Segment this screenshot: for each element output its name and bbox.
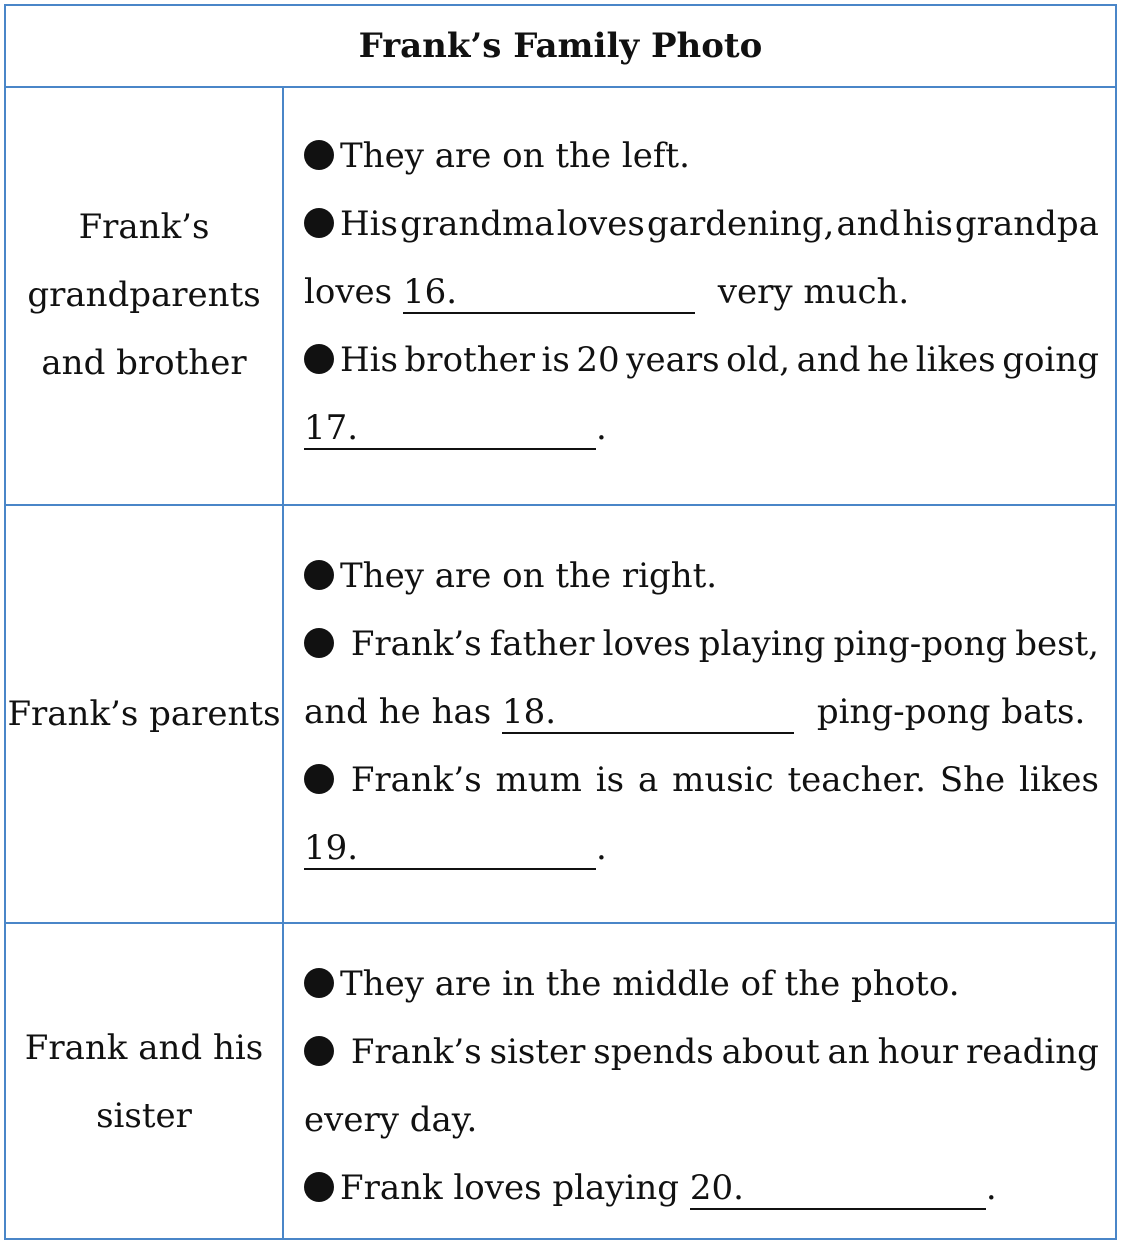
row-label: [6, 86, 284, 504]
sentence-continuation: every day.: [304, 1100, 478, 1140]
bullet-icon: [304, 764, 334, 794]
label-line: Frank’s parents: [7, 694, 281, 734]
row-content: [284, 86, 1115, 504]
bullet-icon: [304, 208, 334, 238]
sentence: Frank loves playing 20. .: [304, 1154, 1099, 1222]
label-line: Frank and his: [24, 1028, 264, 1068]
answer-blank-19[interactable]: 19.: [304, 828, 596, 870]
sentence: His grandma loves gardening, and his grandpa: [304, 190, 1099, 258]
sentence: Frank’s mum is a music teacher. She likes: [304, 746, 1099, 814]
row-content: [284, 924, 1115, 1240]
sentence: His brother is 20 years old, and he likes going: [304, 326, 1099, 394]
family-photo-table: [4, 4, 1117, 1240]
row-grandparents-brother: [6, 86, 1115, 504]
answer-blank-18[interactable]: 18.: [502, 692, 794, 734]
sentence: They are on the left.: [304, 122, 1099, 190]
sentence: Frank’s father loves playing ping-pong best,: [304, 610, 1099, 678]
row-label: [6, 924, 284, 1240]
bullet-icon: [304, 140, 334, 170]
label-line: and brother: [41, 343, 247, 383]
sentence-continuation: and he has 18. ping-pong bats.: [304, 692, 1086, 732]
label-line: sister: [96, 1096, 192, 1136]
sentence: They are on the right.: [304, 542, 1099, 610]
bullet-icon: [304, 628, 334, 658]
sentence-continuation: 17. .: [304, 408, 607, 448]
bullet-icon: [304, 1172, 334, 1202]
label-line: grandparents: [27, 275, 261, 315]
sentence: Frank’s sister spends about an hour reading: [304, 1018, 1099, 1086]
sentence-continuation: 19. .: [304, 828, 607, 868]
row-label: [6, 506, 284, 922]
row-content: [284, 506, 1115, 922]
sentence-continuation: loves 16. very much.: [304, 272, 910, 312]
sentence: They are in the middle of the photo.: [304, 950, 1099, 1018]
row-frank-sister: [6, 922, 1115, 1240]
answer-blank-17[interactable]: 17.: [304, 408, 596, 450]
row-parents: [6, 504, 1115, 922]
answer-blank-20[interactable]: 20.: [690, 1168, 986, 1210]
bullet-icon: [304, 344, 334, 374]
table-title: Frank’s Family Photo: [6, 6, 1115, 88]
bullet-icon: [304, 968, 334, 998]
bullet-icon: [304, 560, 334, 590]
label-line: Frank’s: [78, 207, 210, 247]
answer-blank-16[interactable]: 16.: [403, 272, 695, 314]
bullet-icon: [304, 1036, 334, 1066]
